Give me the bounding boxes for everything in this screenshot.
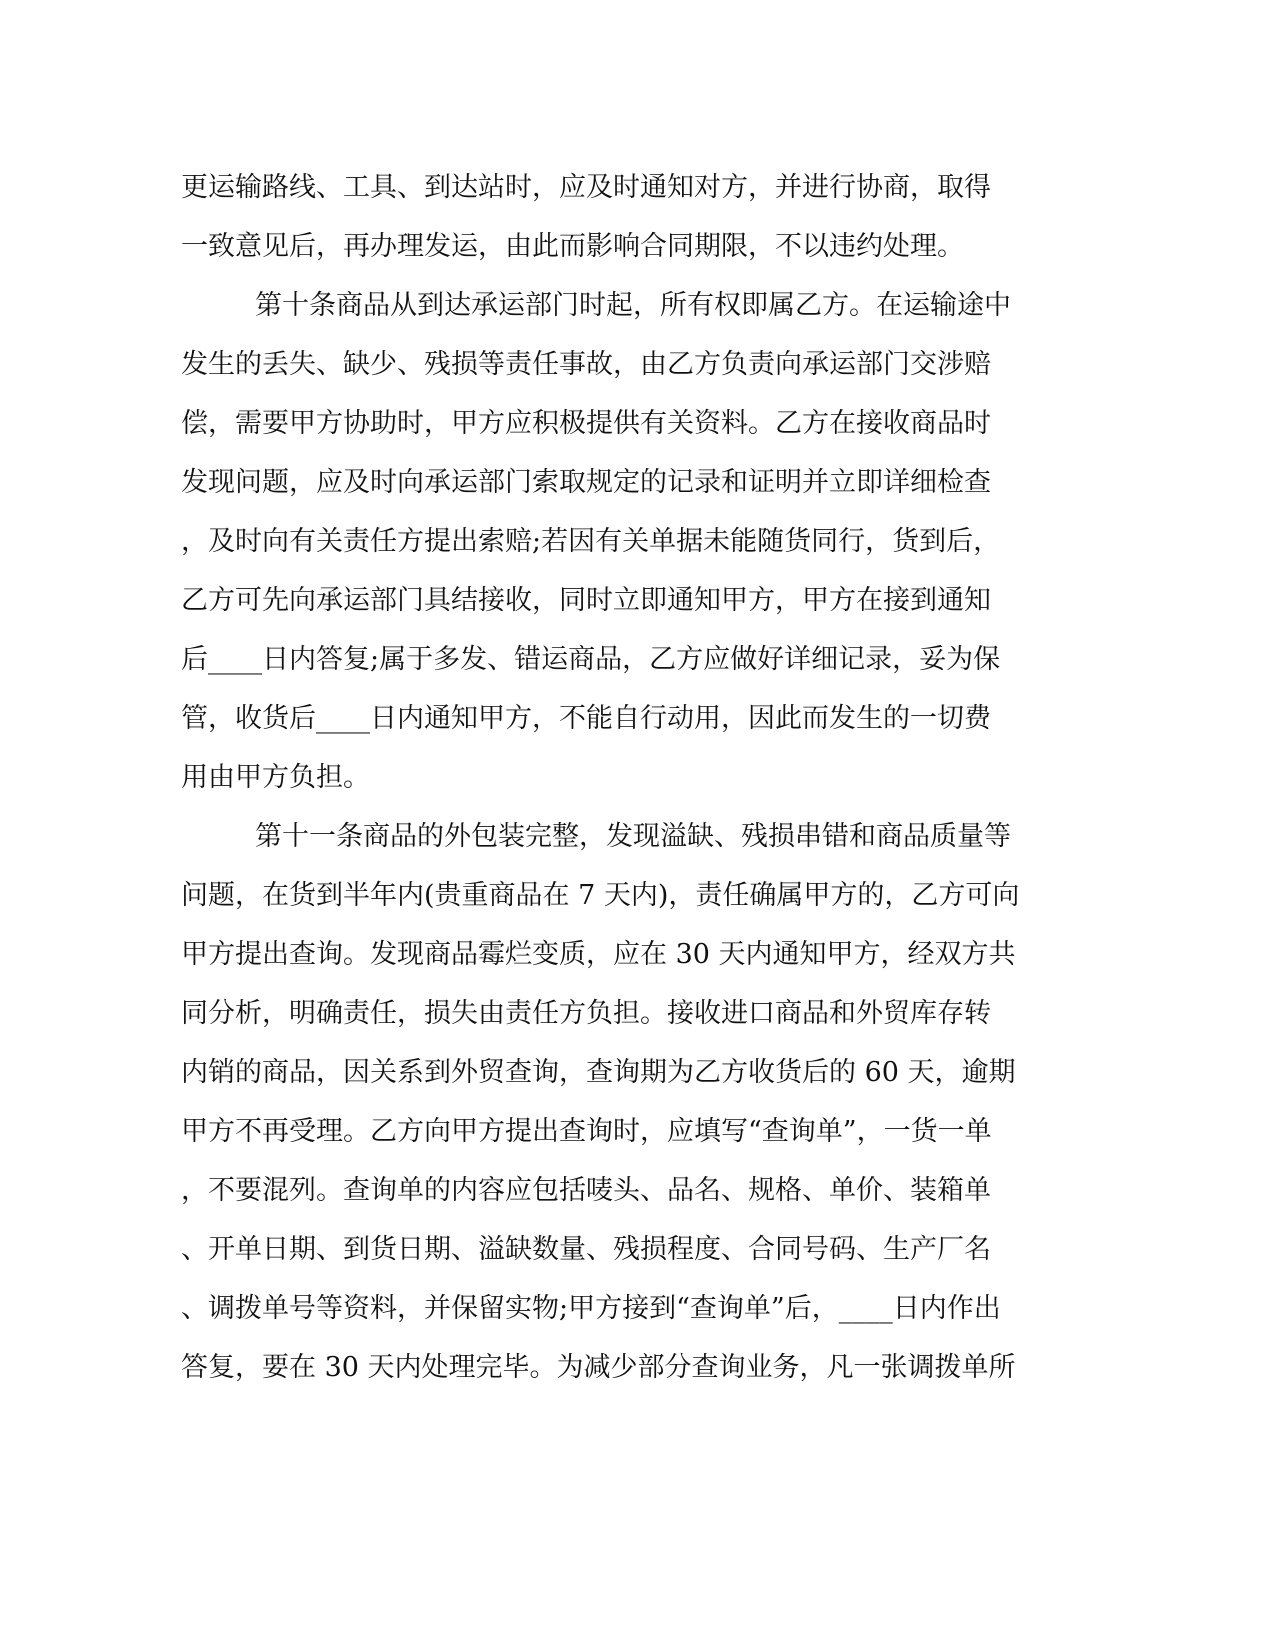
text-line: 更运输路线、工具、到达站时，应及时通知对方，并进行协商，取得 <box>181 172 991 203</box>
text-line: 发生的丢失、缺少、残损等责任事故，由乙方负责向承运部门交涉赔 <box>181 349 991 380</box>
text-line: 一致意见后，再办理发运，由此而影响合同期限，不以违约处理。 <box>181 231 964 262</box>
text-line: 后____日内答复;属于多发、错运商品，乙方应做好详细记录，妥为保 <box>181 644 1001 675</box>
text-line: 发现问题，应及时向承运部门索取规定的记录和证明并立即详细检查 <box>181 467 991 498</box>
paragraph-start-article-11: 第十一条商品的外包装完整，发现溢缺、残损串错和商品质量等 <box>255 821 1011 852</box>
text-line: 同分析，明确责任，损失由责任方负担。接收进口商品和外贸库存转 <box>181 998 991 1029</box>
text-line: 、开单日期、到货日期、溢缺数量、残损程度、合同号码、生产厂名 <box>181 1234 991 1265</box>
text-line: 甲方提出查询。发现商品霉烂变质，应在 30 天内通知甲方，经双方共 <box>181 939 1016 970</box>
text-line: ，及时向有关责任方提出索赔;若因有关单据未能随货同行，货到后， <box>181 526 1001 557</box>
text-line: 答复，要在 30 天内处理完毕。为减少部分查询业务，凡一张调拨单所 <box>181 1352 1016 1383</box>
text-line: 乙方可先向承运部门具结接收，同时立即通知甲方，甲方在接到通知 <box>181 585 991 616</box>
text-line: 内销的商品，因关系到外贸查询，查询期为乙方收货后的 60 天，逾期 <box>181 1057 1016 1088</box>
text-line: 问题，在货到半年内(贵重商品在 7 天内)，责任确属甲方的，乙方可向 <box>181 880 1020 911</box>
paragraph-start-article-10: 第十条商品从到达承运部门时起，所有权即属乙方。在运输途中 <box>255 290 1011 321</box>
text-line: 偿，需要甲方协助时，甲方应积极提供有关资料。乙方在接收商品时 <box>181 408 991 439</box>
text-line: 甲方不再受理。乙方向甲方提出查询时，应填写“查询单”，一货一单 <box>181 1116 992 1147</box>
text-line: 管，收货后____日内通知甲方，不能自行动用，因此而发生的一切费 <box>181 703 991 734</box>
text-line: ，不要混列。查询单的内容应包括唛头、品名、规格、单价、装箱单 <box>181 1175 991 1206</box>
contract-text <box>181 158 1051 1397</box>
text-line: 、调拨单号等资料，并保留实物;甲方接到“查询单”后，____日内作出 <box>181 1293 1001 1324</box>
text-line: 用由甲方负担。 <box>181 762 370 793</box>
